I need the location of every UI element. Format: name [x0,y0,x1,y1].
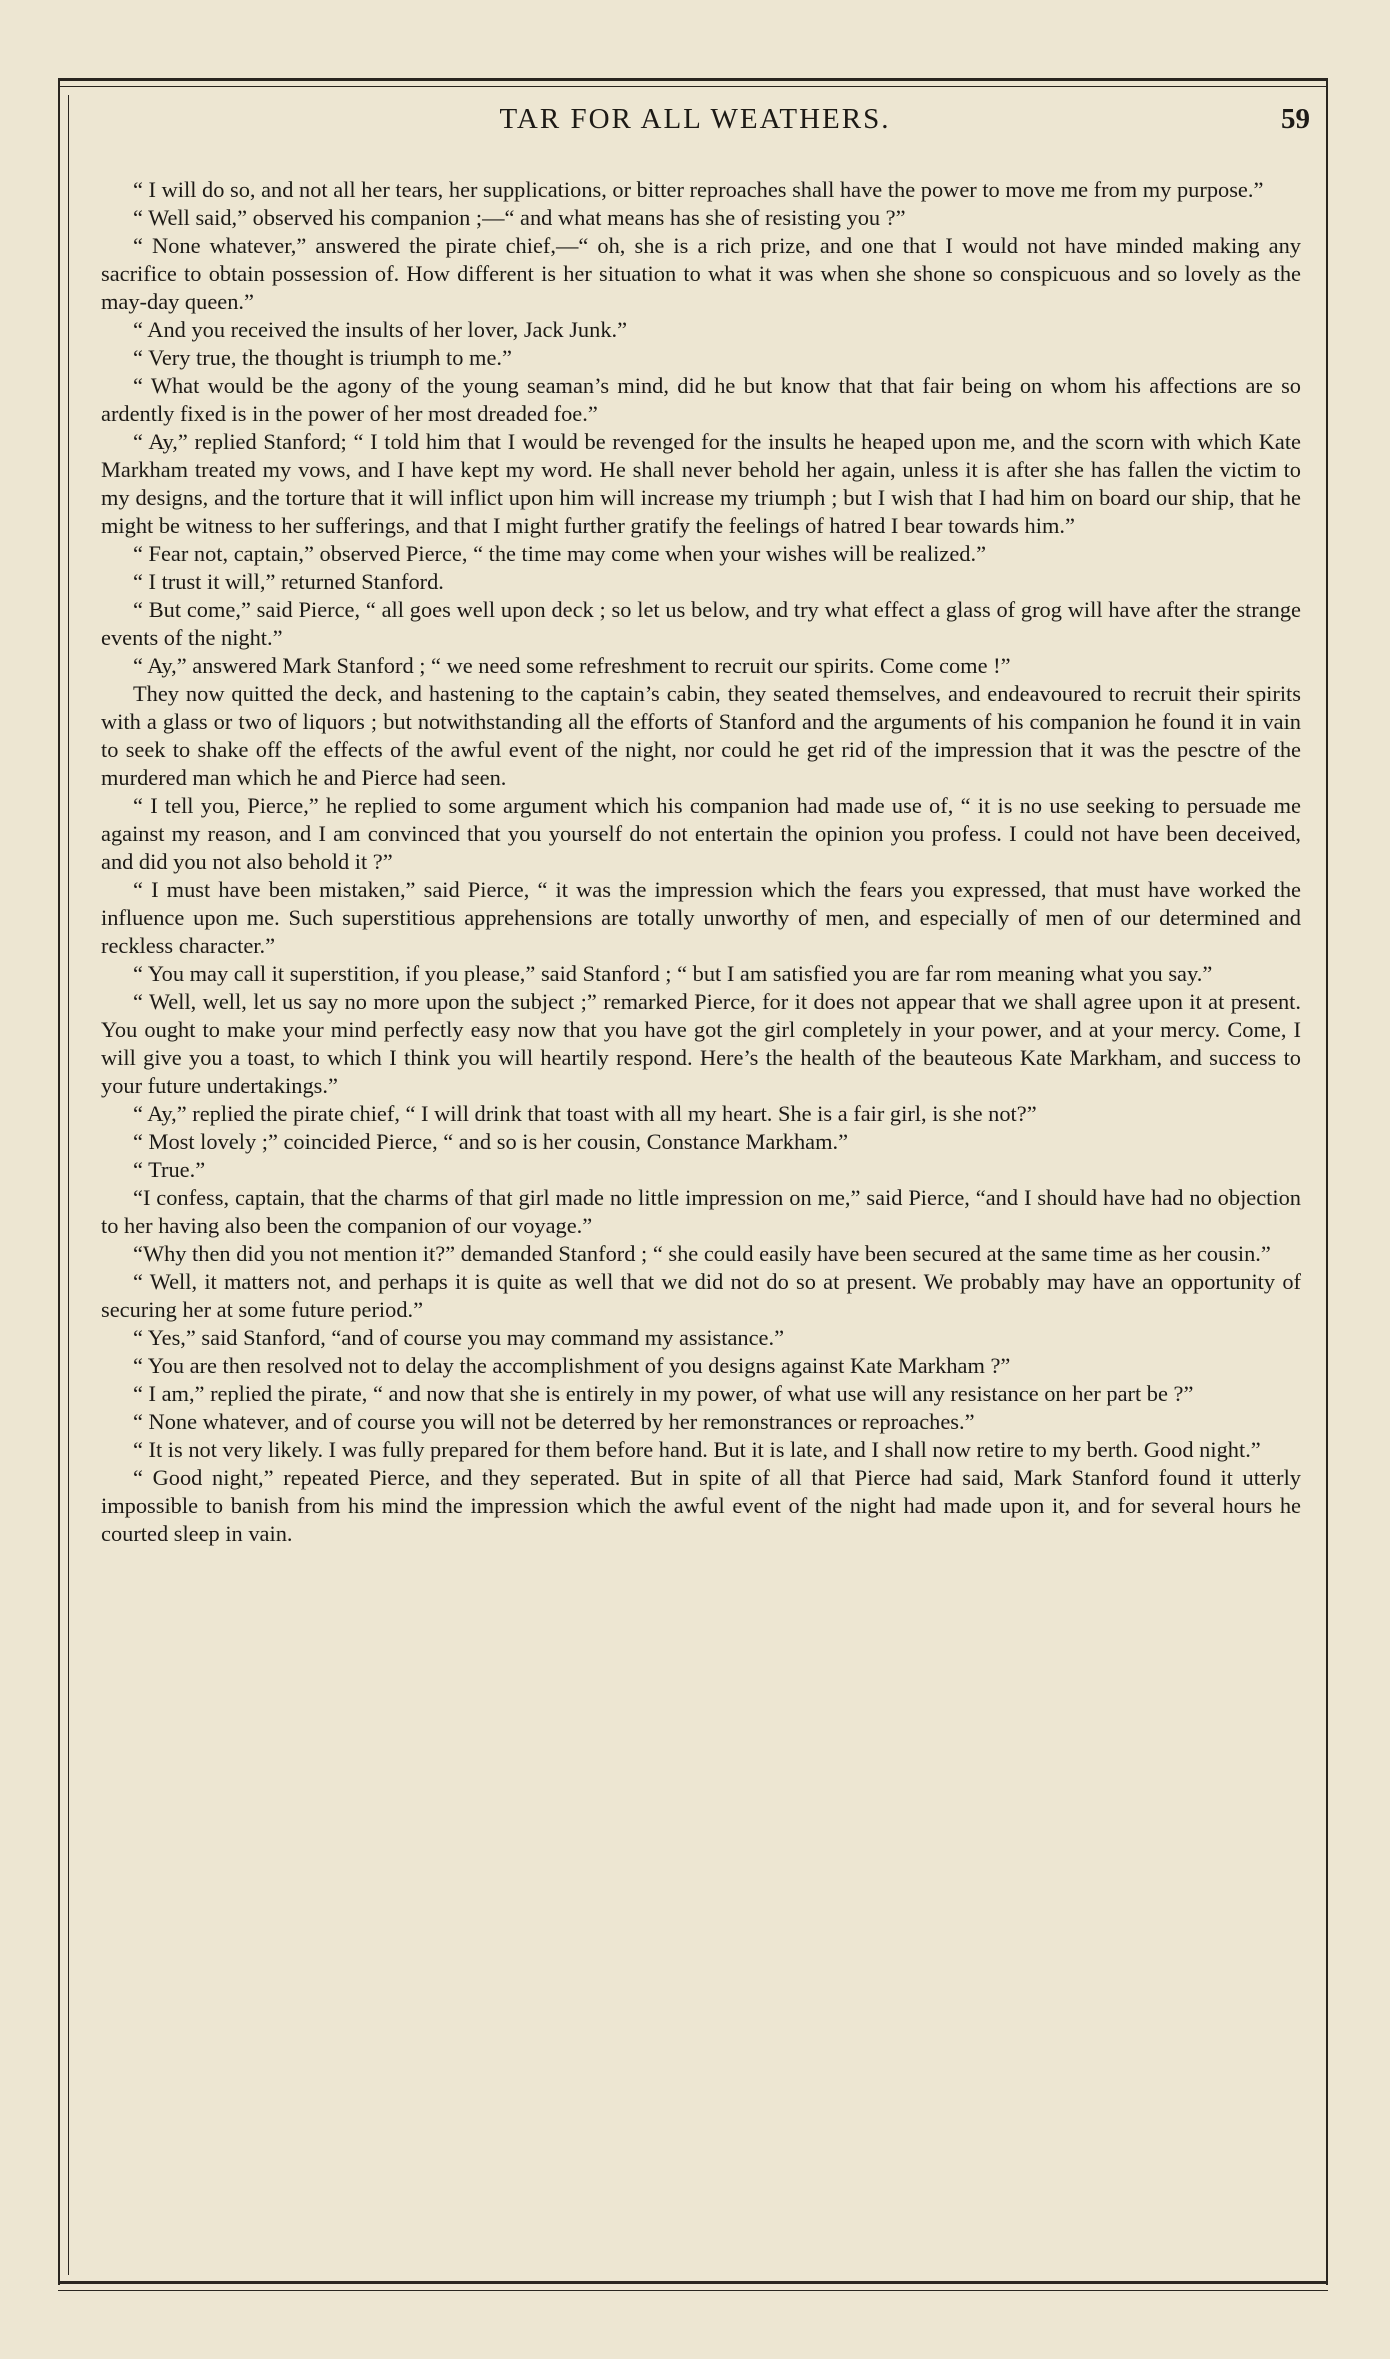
paragraph: “ I will do so, and not all her tears, her supplications, or bitter reproaches shall have the power to move me from my purpose.” [133,177,1264,202]
page-header [80,103,1310,143]
bottom-border-rule [58,2281,1328,2284]
right-border-rule [1326,80,1328,2285]
paragraph: “ None whatever,” answered the pirate chief,—“ oh, she is a rich prize, and one that I would not have minded making any sacrifice to obtain possession of. How different is her situation to what it was when she shone so conspicuous and so lovely as the may-day queen.” [101,233,1301,314]
paragraph: “ What would be the agony of the young seaman’s mind, did he but know that that fair being on whom his affections are so ardently fixed is in the power of her most dreaded foe.” [101,373,1301,426]
paragraph: “ I am,” replied the pirate, “ and now that she is entirely in my power, of what use will any resistance on her part be ?” [133,1381,1194,1406]
paragraph: “ Most lovely ;” coincided Pierce, “ and so is her cousin, Constance Markham.” [133,1129,849,1154]
paragraph: “ Well said,” observed his companion ;—“ and what means has she of resisting you ?” [133,205,906,230]
paragraph: “ Ay,” replied Stanford; “ I told him that I would be revenged for the insults he heaped upon me, and the scorn with which Kate Markham treated my vows, and I have kept my word. He shall never behold her again, unless it is after she has fallen the victim to my designs, and the torture that it will inflict upon him will increase my triumph ; but I wish that I had him on board our ship, that he might be witness to her sufferings, and that I might further gratify the feelings of hatred I bear towards him.” [101,429,1301,538]
paragraph: “ Well, it matters not, and perhaps it is quite as well that we did not do so at present. We probably may have an opportunity of securing her at some future period.” [101,1269,1301,1322]
paragraph: “ Ay,” replied the pirate chief, “ I will drink that toast with all my heart. She is a fair girl, is she not?” [133,1101,1037,1126]
paragraph: “ Very true, the thought is triumph to me.” [133,345,512,370]
paragraph: They now quitted the deck, and hastening to the captain’s cabin, they seated themselves, and endeavoured to recruit their spirits with a glass or two of liquors ; but notwithstanding all the efforts of Stanford and the arguments of his companion he found it in vain to seek to shake off the effects of the awful event of the night, nor could he get rid of the impression that it was the pesctre of the murdered man which he and Pierce had seen. [101,681,1301,790]
running-title: TAR FOR ALL WEATHERS. [499,103,891,135]
paragraph: “ You may call it superstition, if you please,” said Stanford ; “ but I am satisfied you are far rom meaning what you say.” [133,961,1213,986]
paragraph: “Why then did you not mention it?” demanded Stanford ; “ she could easily have been secured at the same time as her cousin.” [133,1241,1271,1266]
paragraph: “ I tell you, Pierce,” he replied to some argument which his companion had made use of, “ it is no use seeking to persuade me against my reason, and I am convinced that you yourself do not entertain the opinion you profess. I could not have been deceived, and did you not also behold it ?” [101,793,1301,874]
bottom-border-rule-thin [58,2290,1328,2291]
page-number: 59 [1281,103,1310,135]
body-text [101,176,1301,1548]
paragraph: “ True.” [133,1157,206,1182]
paragraph: “ Well, well, let us say no more upon the subject ;” remarked Pierce, for it does not appear that we shall agree upon it at present. You ought to make your mind perfectly easy now that you have got the girl completely in your power, and at your mercy. Come, I will give you a toast, to which I think you will heartily respond. Here’s the health of the beauteous Kate Markham, and success to your future undertakings.” [101,989,1301,1098]
paragraph: “ I trust it will,” returned Stanford. [133,569,444,594]
left-border-rule [58,80,60,2285]
paragraph: “ Ay,” answered Mark Stanford ; “ we need some refreshment to recruit our spirits. Come come !” [133,653,1011,678]
paragraph: “ None whatever, and of course you will not be deterred by her remonstrances or reproaches.” [133,1409,975,1434]
paragraph: “ But come,” said Pierce, “ all goes well upon deck ; so let us below, and try what effect a glass of grog will have after the strange events of the night.” [101,597,1301,650]
top-border-rule [58,78,1328,81]
paragraph: “ And you received the insults of her lover, Jack Junk.” [133,317,628,342]
paragraph: “ Yes,” said Stanford, “and of course you may command my assistance.” [133,1325,785,1350]
paragraph: “ I must have been mistaken,” said Pierce, “ it was the impression which the fears you expressed, that must have worked the influence upon me. Such superstitious apprehensions are totally unworthy of men, and especially of men of our determined and reckless character.” [101,877,1301,958]
left-border-rule-thin [68,95,69,2275]
paragraph: “ Good night,” repeated Pierce, and they seperated. But in spite of all that Pierce had said, Mark Stanford found it utterly impossible to banish from his mind the impression which the awful event of the night had made upon it, and for several hours he courted sleep in vain. [101,1465,1301,1546]
paragraph: “I confess, captain, that the charms of that girl made no little impression on me,” said Pierce, “and I should have had no objection to her having also been the companion of our voyage.” [101,1185,1301,1238]
paragraph: “ It is not very likely. I was fully prepared for them before hand. But it is late, and I shall now retire to my berth. Good night.” [133,1437,1261,1462]
paragraph: “ You are then resolved not to delay the accomplishment of you designs against Kate Markham ?” [133,1353,1011,1378]
paragraph: “ Fear not, captain,” observed Pierce, “ the time may come when your wishes will be realized.” [133,541,987,566]
top-border-rule-thin [58,86,1328,87]
